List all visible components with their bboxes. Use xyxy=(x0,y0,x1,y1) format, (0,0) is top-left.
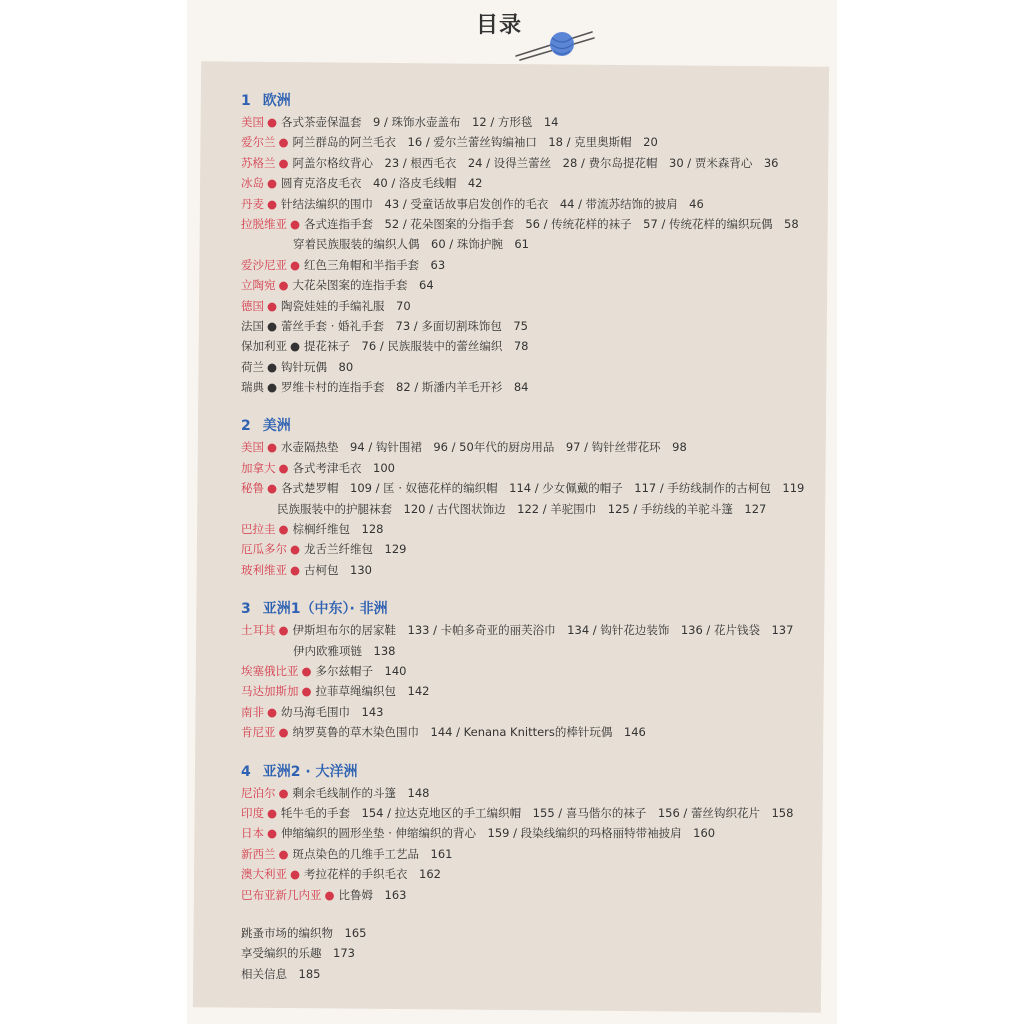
country-label: 美国 xyxy=(241,440,264,455)
toc-entry[interactable] xyxy=(241,336,821,356)
entry-items: 考拉花样的手织毛衣 162 xyxy=(304,867,441,882)
entry-items: 针结法编织的围巾 43 / 受童话故事启发创作的毛衣 44 / 带流苏结饰的披肩 46 xyxy=(281,196,704,211)
toc-entry[interactable] xyxy=(241,458,821,478)
country-label: 尼泊尔 xyxy=(241,785,276,800)
section-title xyxy=(241,761,821,783)
toc-entry[interactable] xyxy=(241,844,821,864)
toc-entry[interactable] xyxy=(241,641,821,661)
entry-items: 伊内欧雅项链 138 xyxy=(293,643,396,658)
toc-entry[interactable] xyxy=(241,234,821,254)
toc-entry[interactable] xyxy=(241,783,821,803)
country-label: 爱沙尼亚 xyxy=(241,257,287,272)
toc-entry[interactable] xyxy=(241,803,821,823)
entry-items: 棕榈纤维包 128 xyxy=(292,522,384,537)
bullet-dot-icon: ● xyxy=(278,278,289,293)
entry-items: 伊斯坦布尔的居家鞋 133 / 卡帕多奇亚的丽芙浴巾 134 / 钩针花边装饰 136 / 花片钱袋 137 xyxy=(292,623,794,638)
entry-items: 水壶隔热垫 94 / 钩针围裙 96 / 50年代的厨房用品 97 / 钩针丝带花环 98 xyxy=(281,440,687,455)
entry-items: 牦牛毛的手套 154 / 拉达克地区的手工编织帽 155 / 喜马偕尔的袜子 156 / 蕾丝钩织花片 158 xyxy=(281,805,794,820)
section-title xyxy=(241,415,821,437)
toc-entry[interactable] xyxy=(241,722,821,742)
country-label: 玻利维亚 xyxy=(241,562,287,577)
country-label: 荷兰 xyxy=(241,359,264,374)
country-label: 马达加斯加 xyxy=(241,684,299,699)
country-label: 新西兰 xyxy=(241,846,276,861)
toc-entry[interactable] xyxy=(241,132,821,152)
toc-entry[interactable] xyxy=(241,255,821,275)
section-name: 亚洲1（中东）· 非洲 xyxy=(262,601,388,618)
entry-items: 古柯包 130 xyxy=(304,562,372,577)
toc-entry[interactable] xyxy=(241,316,821,336)
toc-entry[interactable] xyxy=(241,823,821,843)
bullet-dot-icon: ● xyxy=(278,846,289,861)
toc-entry[interactable] xyxy=(241,560,821,580)
country-label: 巴布亚新几内亚 xyxy=(241,887,322,902)
table-of-contents xyxy=(241,90,821,984)
toc-entry[interactable] xyxy=(241,437,821,457)
toc-entry[interactable] xyxy=(241,620,821,640)
entry-items: 穿着民族服装的编织人偶 60 / 珠饰护腕 61 xyxy=(293,237,529,252)
toc-entry[interactable] xyxy=(241,539,821,559)
section-number: 3 xyxy=(241,601,251,618)
toc-entry[interactable] xyxy=(241,194,821,214)
bullet-dot-icon: ● xyxy=(267,826,278,841)
country-label: 苏格兰 xyxy=(241,155,276,170)
toc-section xyxy=(241,90,821,397)
bullet-dot-icon: ● xyxy=(267,359,278,374)
bullet-dot-icon: ● xyxy=(290,216,301,231)
bullet-dot-icon: ● xyxy=(278,155,289,170)
bullet-dot-icon: ● xyxy=(267,318,278,333)
entry-items: 罗维卡村的连指手套 82 / 斯潘内羊毛开衫 84 xyxy=(281,380,529,395)
toc-entry[interactable] xyxy=(241,296,821,316)
country-label: 加拿大 xyxy=(241,460,276,475)
country-label: 日本 xyxy=(241,826,264,841)
entry-items: 大花朵图案的连指手套 64 xyxy=(292,278,434,293)
bullet-dot-icon: ● xyxy=(324,887,335,902)
bullet-dot-icon: ● xyxy=(278,623,289,638)
entry-items: 红色三角帽和半指手套 63 xyxy=(304,257,446,272)
bullet-dot-icon: ● xyxy=(301,684,312,699)
bullet-dot-icon: ● xyxy=(301,663,312,678)
entry-items: 蕾丝手套 · 婚礼手套 73 / 多面切割珠饰包 75 xyxy=(281,318,528,333)
bullet-dot-icon: ● xyxy=(278,135,289,150)
country-label: 拉脱维亚 xyxy=(241,216,287,231)
country-label: 印度 xyxy=(241,805,264,820)
section-name: 美洲 xyxy=(262,418,291,435)
country-label: 澳大利亚 xyxy=(241,867,287,882)
bullet-dot-icon: ● xyxy=(267,380,278,395)
bullet-dot-icon: ● xyxy=(267,176,278,191)
entry-items: 幼马海毛围巾 143 xyxy=(281,704,384,719)
entry-items: 阿兰群岛的阿兰毛衣 16 / 爱尔兰蕾丝钩编袖口 18 / 克里奥斯帽 20 xyxy=(292,135,658,150)
extra-entries xyxy=(241,923,821,984)
bullet-dot-icon: ● xyxy=(290,562,301,577)
bullet-dot-icon: ● xyxy=(267,704,278,719)
entry-items: 比鲁姆 163 xyxy=(338,887,407,902)
bullet-dot-icon: ● xyxy=(290,542,301,557)
country-label: 立陶宛 xyxy=(241,278,276,293)
bullet-dot-icon: ● xyxy=(278,785,289,800)
bullet-dot-icon: ● xyxy=(278,725,289,740)
toc-entry[interactable] xyxy=(241,275,821,295)
section-number: 2 xyxy=(241,418,251,435)
section-name: 亚洲2 · 大洋洲 xyxy=(262,763,358,780)
toc-entry[interactable] xyxy=(241,681,821,701)
bullet-dot-icon: ● xyxy=(267,298,278,313)
toc-entry[interactable] xyxy=(241,377,821,397)
extra-entry[interactable]: 享受编织的乐趣 173 xyxy=(241,946,355,961)
toc-entry[interactable] xyxy=(241,885,821,905)
bullet-dot-icon: ● xyxy=(278,522,289,537)
country-label: 冰岛 xyxy=(241,176,264,191)
toc-section xyxy=(241,761,821,905)
country-label: 法国 xyxy=(241,318,264,333)
bullet-dot-icon: ● xyxy=(267,481,278,496)
entry-items: 各式考津毛衣 100 xyxy=(292,460,395,475)
bullet-dot-icon: ● xyxy=(267,805,278,820)
section-number: 4 xyxy=(241,763,251,780)
country-label: 埃塞俄比亚 xyxy=(241,663,299,678)
extra-entry[interactable]: 相关信息 185 xyxy=(241,966,321,981)
section-number: 1 xyxy=(241,93,251,109)
entry-items: 斑点染色的几维手工艺品 161 xyxy=(292,846,453,861)
entry-items: 各式连指手套 52 / 花朵图案的分指手套 56 / 传统花样的袜子 57 / 传统花样的编织玩偶 58 xyxy=(304,216,799,231)
toc-entry[interactable] xyxy=(241,499,821,519)
toc-entry[interactable] xyxy=(241,112,821,132)
section-name: 欧洲 xyxy=(262,93,291,109)
page-title: 目录 xyxy=(476,13,523,38)
yarn-ball-icon xyxy=(514,26,596,62)
country-label: 美国 xyxy=(241,115,264,129)
bullet-dot-icon: ● xyxy=(290,339,301,354)
toc-entry[interactable] xyxy=(241,153,821,173)
country-label: 巴拉圭 xyxy=(241,522,276,537)
country-label: 土耳其 xyxy=(241,623,276,638)
toc-entry[interactable] xyxy=(241,519,821,539)
toc-entry[interactable] xyxy=(241,214,821,234)
entry-items: 伸缩编织的圆形坐垫 · 伸缩编织的背心 159 / 段染线编织的玛格丽特带袖披肩 160 xyxy=(281,826,716,841)
toc-entry[interactable] xyxy=(241,173,821,193)
extra-entry[interactable]: 跳蚤市场的编织物 165 xyxy=(241,925,367,940)
country-label: 南非 xyxy=(241,704,264,719)
toc-entry[interactable] xyxy=(241,702,821,722)
country-label: 丹麦 xyxy=(241,196,264,211)
toc-entry[interactable] xyxy=(241,864,821,884)
entry-items: 民族服装中的护腿袜套 120 / 古代图状饰边 122 / 羊驼围巾 125 / 手纺线的羊驼斗篷 127 xyxy=(277,501,767,516)
entry-items: 剩余毛线制作的斗篷 148 xyxy=(292,785,430,800)
entry-items: 各式茶壶保温套 9 / 珠饰水壶盖布 12 / 方形毯 14 xyxy=(281,115,559,129)
entry-items: 多尔兹帽子 140 xyxy=(315,663,407,678)
country-label: 肯尼亚 xyxy=(241,725,276,740)
bullet-dot-icon: ● xyxy=(267,196,278,211)
country-label: 瑞典 xyxy=(241,380,264,395)
entry-items: 各式楚罗帽 109 / 匡 · 奴德花样的编织帽 114 / 少女佩戴的帽子 117 / 手纺线制作的古柯包 119 xyxy=(281,481,805,496)
section-title xyxy=(241,598,821,620)
bullet-dot-icon: ● xyxy=(290,867,301,882)
entry-items: 钩针玩偶 80 xyxy=(281,359,354,374)
section-title xyxy=(241,90,821,112)
country-label: 爱尔兰 xyxy=(241,135,276,150)
entry-items: 阿盖尔格纹背心 23 / 根西毛衣 24 / 设得兰蕾丝 28 / 费尔岛提花帽 30 / 贾米森背心 36 xyxy=(292,155,779,170)
entry-items: 提花袜子 76 / 民族服装中的蕾丝编织 78 xyxy=(304,339,529,354)
toc-entry[interactable] xyxy=(241,661,821,681)
entry-items: 龙舌兰纤维包 129 xyxy=(304,542,407,557)
bullet-dot-icon: ● xyxy=(267,115,278,129)
country-label: 秘鲁 xyxy=(241,481,264,496)
bullet-dot-icon: ● xyxy=(267,440,278,455)
country-label: 厄瓜多尔 xyxy=(241,542,287,557)
toc-entry[interactable] xyxy=(241,357,821,377)
entry-items: 圆育克洛皮毛衣 40 / 洛皮毛线帽 42 xyxy=(281,176,483,191)
country-label: 德国 xyxy=(241,298,264,313)
bullet-dot-icon: ● xyxy=(278,460,289,475)
entry-items: 纳罗莫鲁的草木染色围巾 144 / Kenana Knitters的棒针玩偶 146 xyxy=(292,725,646,740)
bullet-dot-icon: ● xyxy=(290,257,301,272)
entry-items: 拉菲草绳编织包 142 xyxy=(315,684,430,699)
toc-section xyxy=(241,598,821,742)
entry-items: 陶瓷娃娃的手编礼服 70 xyxy=(281,298,411,313)
toc-section xyxy=(241,415,821,580)
country-label: 保加利亚 xyxy=(241,339,287,354)
toc-entry[interactable] xyxy=(241,478,821,498)
